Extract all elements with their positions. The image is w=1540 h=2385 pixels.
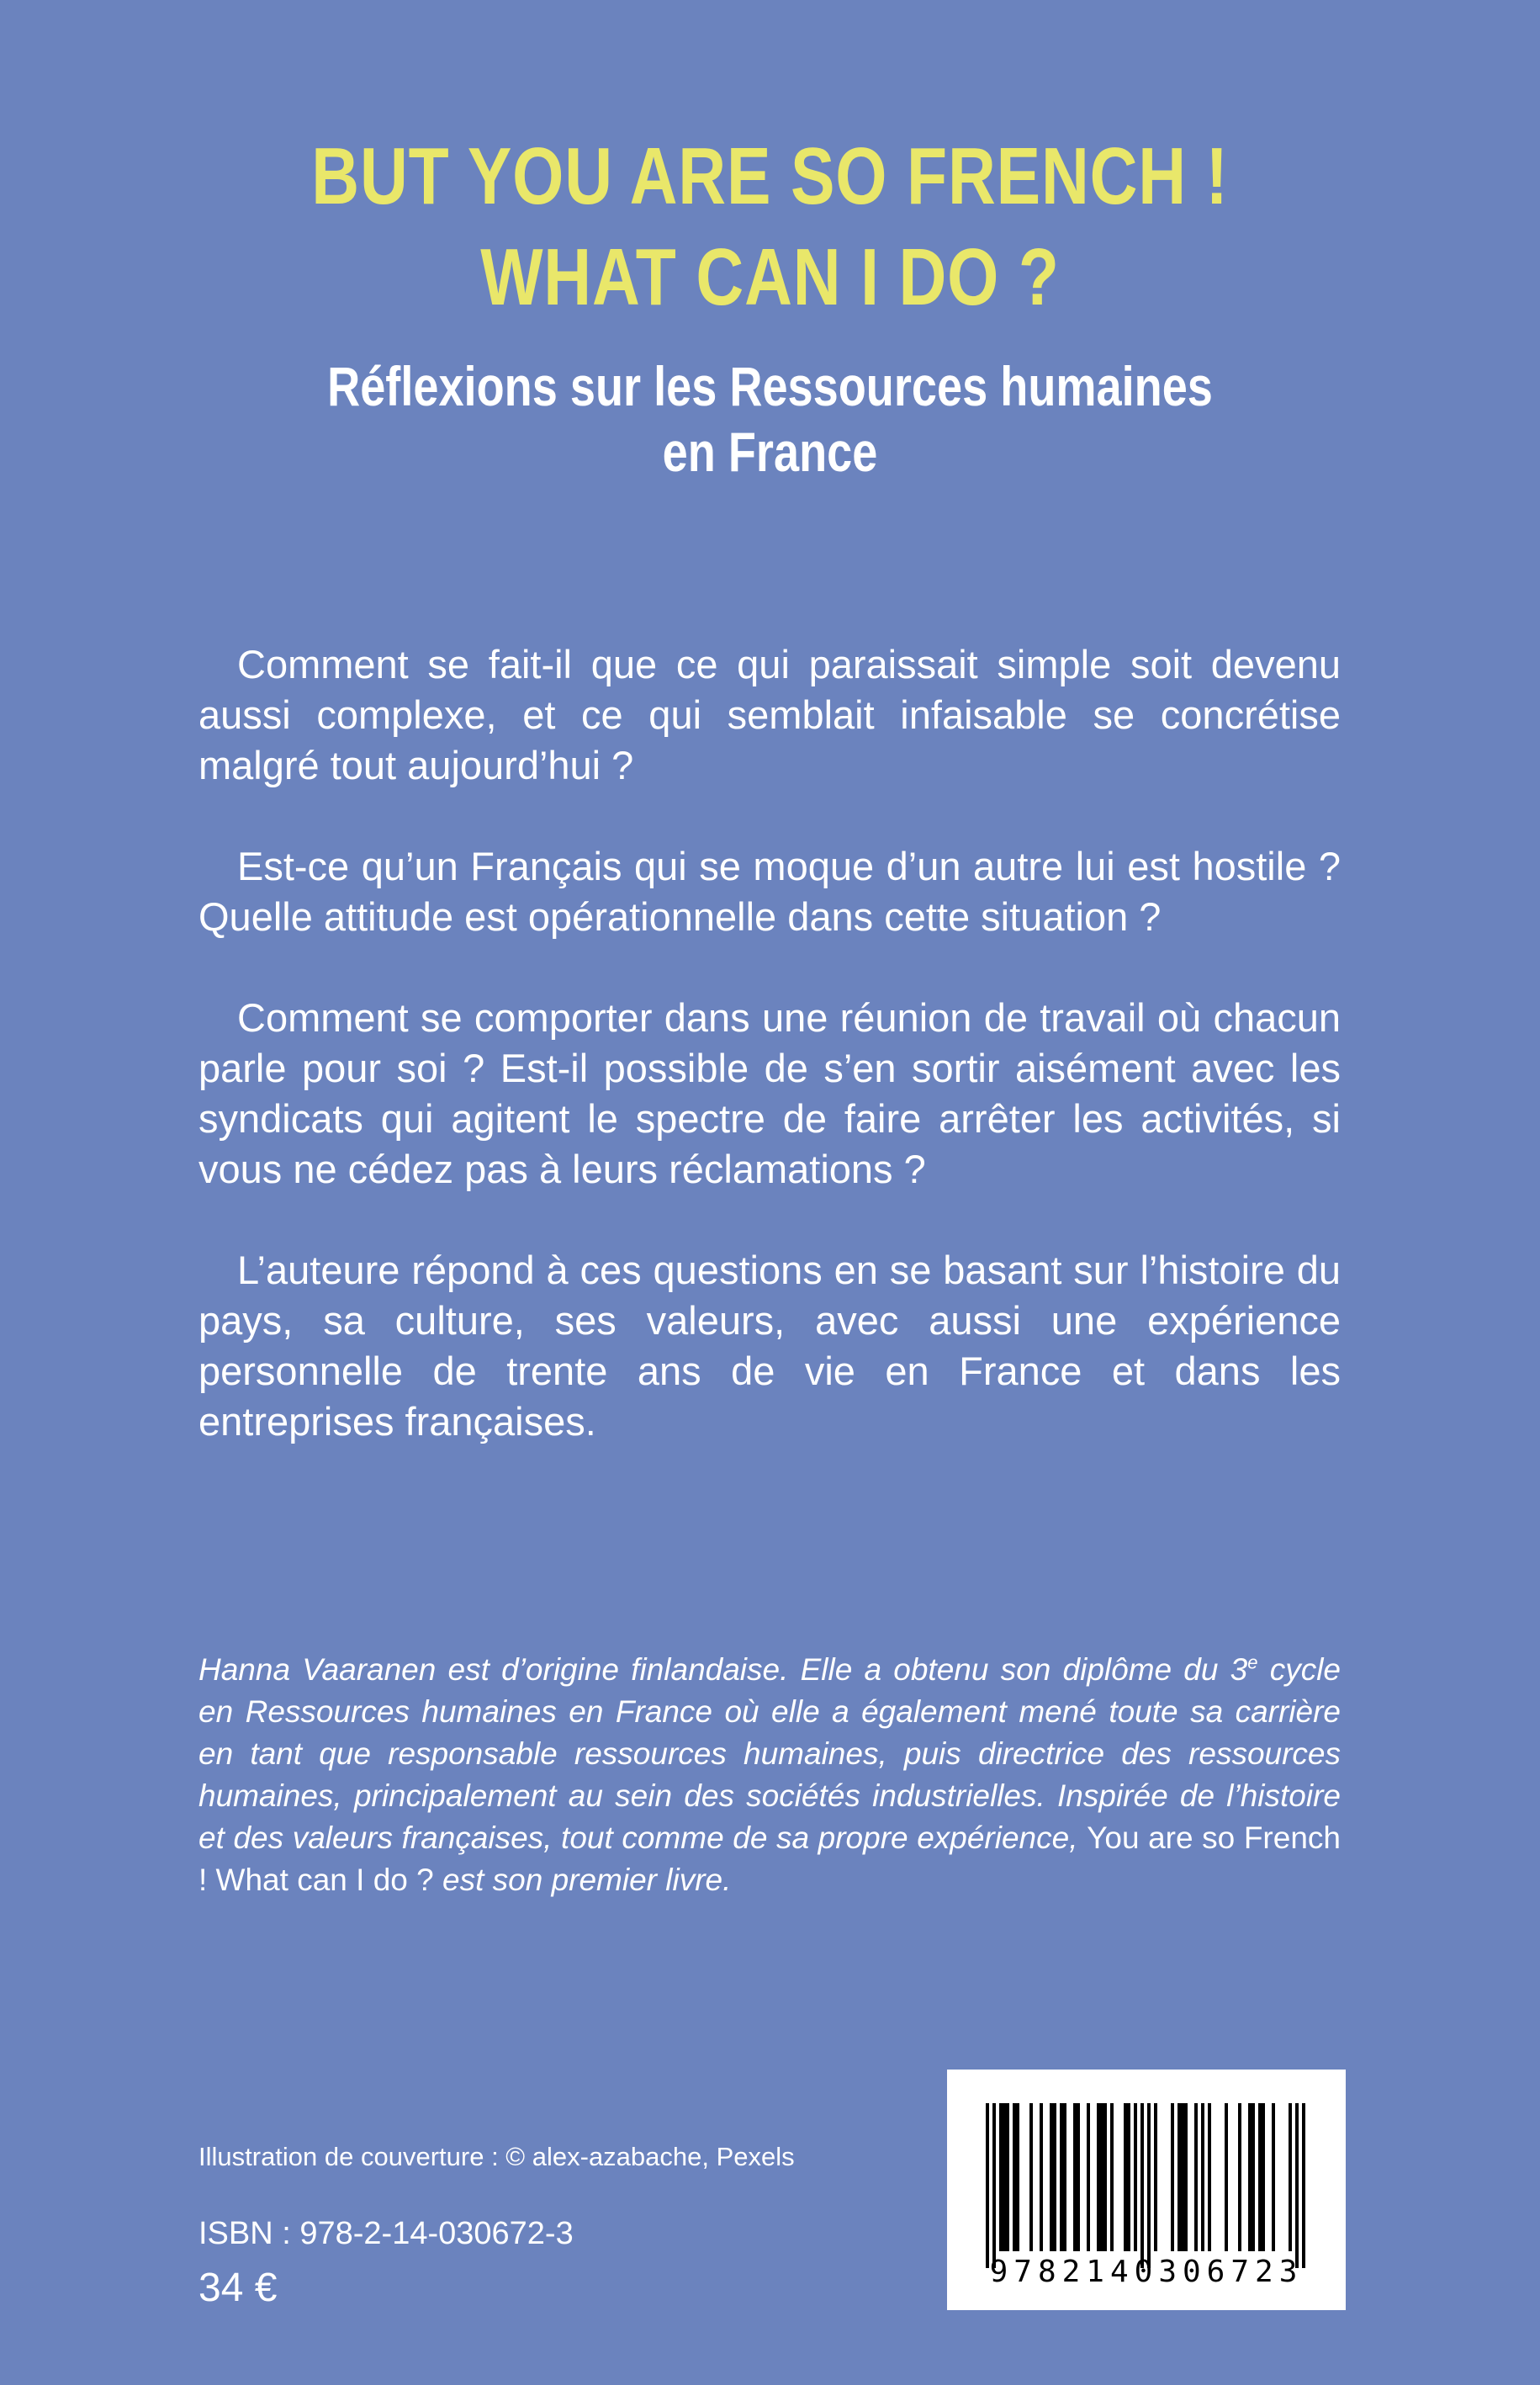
- barcode-bar: [1006, 2103, 1009, 2251]
- barcode-bar: [1087, 2103, 1090, 2251]
- barcode-bar: [1248, 2103, 1252, 2251]
- author-bio: [198, 1649, 1341, 1901]
- book-subtitle-line-1: Réflexions sur les Ressources humaines: [327, 355, 1213, 417]
- barcode-bar: [986, 2103, 989, 2268]
- barcode-bar: [1184, 2103, 1188, 2251]
- book-title-line-2: WHAT CAN I DO ?: [480, 232, 1060, 322]
- barcode-bar: [992, 2103, 996, 2268]
- barcode-bar: [1302, 2103, 1305, 2268]
- barcode-bar: [1103, 2103, 1107, 2251]
- barcode-bar: [1177, 2103, 1181, 2251]
- barcode-bar: [1194, 2103, 1198, 2251]
- bio-text-2: cycle en Ressources humaines en France où elle a également mené toute sa carrière en tant que responsable ressources humaines, puis directrice des ressources humaines, principalement au sein des sociétés industrielles. Inspirée de l’histoire et des valeurs françaises, tout comme de sa propre expérience,: [198, 1652, 1342, 1855]
- barcode-bar: [1272, 2103, 1275, 2251]
- blurb: [198, 639, 1341, 1497]
- barcode-bar: [1295, 2103, 1299, 2268]
- blurb-paragraph-3: Comment se comporter dans une réunion de travail où chacun parle pour soi ? Est-il possible de s’en sortir aisément avec les syndicats qui agitent le spectre de faire arrêter les activités, si vous ne cédez pas à leurs réclamations ?: [198, 995, 1341, 1191]
- barcode-bar: [1077, 2103, 1080, 2251]
- barcode-bar: [1208, 2103, 1211, 2251]
- bio-text-1: est d’origine finlandaise. Elle a obtenu son diplôme du 3: [436, 1652, 1248, 1687]
- blurb-paragraph-2: Est-ce qu’un Français qui se moque d’un autre lui est hostile ? Quelle attitude est opérationnelle dans cette situation ?: [198, 844, 1341, 939]
- barcode-bar: [1262, 2103, 1265, 2251]
- barcode-bar: [1147, 2103, 1151, 2268]
- barcode-bar: [1134, 2103, 1137, 2251]
- barcode-bar: [1289, 2103, 1292, 2251]
- barcode-bar: [1040, 2103, 1043, 2251]
- barcode-bar: [999, 2103, 1003, 2251]
- barcode-bar: [1127, 2103, 1130, 2251]
- barcode-bar: [1016, 2103, 1019, 2251]
- bio-text-3: est son premier livre.: [433, 1863, 732, 1897]
- barcode-bar: [1063, 2103, 1066, 2251]
- barcode-bar: [1100, 2103, 1103, 2251]
- barcode-bar: [1201, 2103, 1204, 2251]
- book-title-line-1: BUT YOU ARE SO FRENCH !: [311, 131, 1229, 221]
- barcode-bar: [1181, 2103, 1184, 2251]
- barcode-bar: [1258, 2103, 1262, 2251]
- barcode-bar: [1050, 2103, 1053, 2251]
- isbn: ISBN : 978-2-14-030672-3: [198, 2216, 574, 2251]
- barcode-bar: [1013, 2103, 1016, 2251]
- barcode-bar: [1171, 2103, 1174, 2251]
- bio-superscript: e: [1247, 1651, 1258, 1673]
- barcode-bar: [1053, 2103, 1056, 2251]
- book-subtitle-line-2: en France: [662, 421, 878, 483]
- barcode-bar: [1252, 2103, 1255, 2251]
- blurb-paragraph-4: L’auteure répond à ces questions en se basant sur l’histoire du pays, sa culture, ses valeurs, avec aussi une expérience personnelle de trente ans de vie en France et dans les entreprises françaises.: [198, 1248, 1341, 1444]
- barcode: [947, 2070, 1346, 2310]
- barcode-bar: [1097, 2103, 1100, 2251]
- cover-illustration-credit: Illustration de couverture : © alex-azabache, Pexels: [198, 2142, 795, 2171]
- price: 34 €: [198, 2266, 278, 2310]
- barcode-bar: [1154, 2103, 1157, 2251]
- barcode-digits: 9782140306723: [989, 2255, 1304, 2289]
- barcode-bar: [1225, 2103, 1228, 2251]
- barcode-bar: [1124, 2103, 1127, 2251]
- barcode-bar: [1140, 2103, 1144, 2268]
- bio-book-title: You are so French ! What can I do ?: [198, 1821, 1341, 1897]
- barcode-bar: [1238, 2103, 1241, 2251]
- barcode-bar: [1003, 2103, 1006, 2251]
- blurb-paragraph-1: Comment se fait-il que ce qui paraissait simple soit devenu aussi complexe, et ce qui semblait infaisable se concrétise malgré tout aujourd’hui ?: [198, 642, 1341, 787]
- barcode-bar: [1029, 2103, 1033, 2251]
- barcode-bar: [1110, 2103, 1114, 2251]
- author-name: Hanna Vaaranen: [198, 1652, 437, 1687]
- barcode-bar: [1060, 2103, 1063, 2251]
- barcode-bar: [1073, 2103, 1077, 2251]
